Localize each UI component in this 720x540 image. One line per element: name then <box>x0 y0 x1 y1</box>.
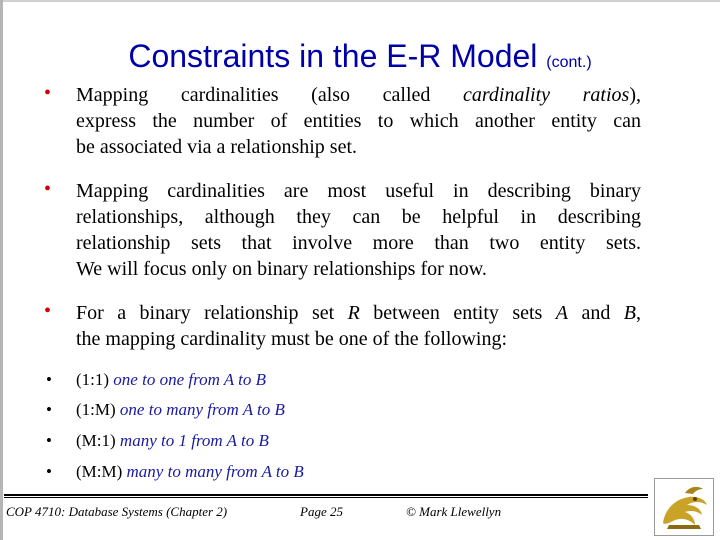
footer-copyright: © Mark Llewellyn <box>406 504 502 519</box>
paragraph-line: relationship sets that involve more than two entity sets. <box>76 232 641 254</box>
left-border <box>0 0 3 540</box>
paragraph-line: We will focus only on binary relationships for now. <box>76 258 487 280</box>
paragraph-line: relationships, although they can be helpful in describing <box>76 206 641 228</box>
footer-page: Page 25 <box>300 504 343 519</box>
cardinality-item: (M:M) many to many from A to B <box>76 462 304 481</box>
footer-rule <box>4 497 648 498</box>
cardinality-item: (M:1) many to 1 from A to B <box>76 431 269 450</box>
cardinality-item: (1:1) one to one from A to B <box>76 370 266 389</box>
paragraph-2 <box>76 178 641 282</box>
slide-title <box>0 38 720 81</box>
bullet-icon: • <box>46 370 52 389</box>
bullet-icon: • <box>44 178 52 200</box>
footer-course: COP 4710: Database Systems (Chapter 2) <box>6 504 228 519</box>
bullet-icon: • <box>46 400 52 419</box>
footer-rule <box>4 494 648 496</box>
university-logo-icon <box>654 478 714 536</box>
paragraph-line: Mapping cardinalities (also called cardinality ratios), <box>76 84 641 106</box>
bullet-icon: • <box>46 462 52 481</box>
paragraph-1 <box>76 82 641 160</box>
paragraph-line: Mapping cardinalities are most useful in describing binary <box>76 180 641 202</box>
title-suffix: (cont.) <box>546 54 592 71</box>
paragraph-line: express the number of entities to which another entity can <box>76 110 641 132</box>
term-cardinality-ratios: cardinality ratios <box>463 84 630 106</box>
top-border <box>0 0 720 2</box>
paragraph-3 <box>76 300 641 352</box>
bullet-icon: • <box>44 82 52 104</box>
slide-footer <box>4 494 648 538</box>
title-main: Constraints in the E-R Model <box>128 38 538 74</box>
bullet-icon: • <box>44 300 52 322</box>
paragraph-line: the mapping cardinality must be one of the following: <box>76 328 508 350</box>
paragraph-line: For a binary relationship set R between entity sets A and B, <box>76 302 641 324</box>
pegasus-logo-icon <box>655 479 713 535</box>
paragraph-line: be associated via a relationship set. <box>76 136 358 158</box>
cardinality-item: (1:M) one to many from A to B <box>76 400 285 419</box>
bullet-icon: • <box>46 431 52 450</box>
